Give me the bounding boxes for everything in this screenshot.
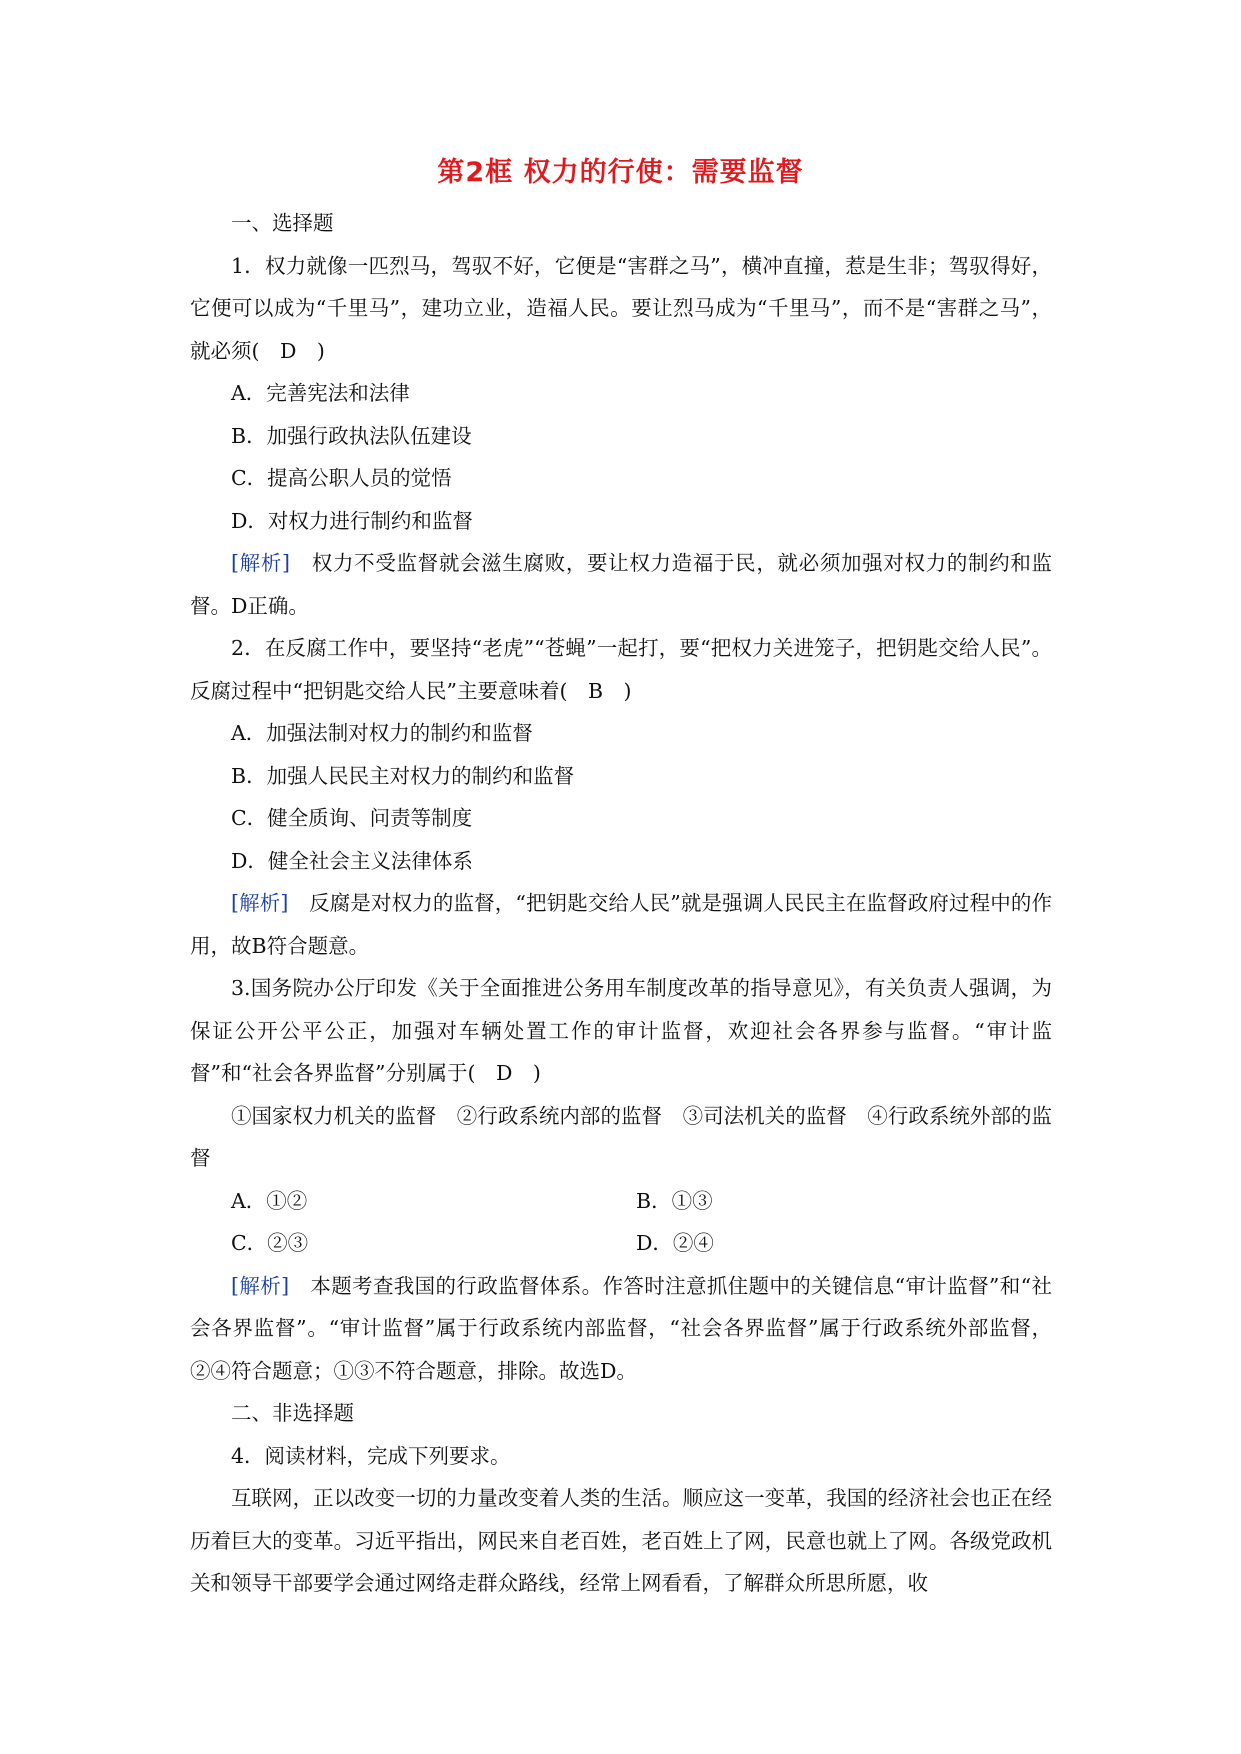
analysis-text: 权力不受监督就会滋生腐败，要让权力造福于民，就必须加强对权力的制约和监督。D正确。 [190,551,1052,618]
question-3-option-a: A．①② [231,1188,308,1213]
analysis-text: 反腐是对权力的监督，“把钥匙交给人民”就是强调人民民主在监督政府过程中的作用，故B符合题意。 [190,891,1052,958]
question-3-stem: 3.国务院办公厅印发《关于全面推进公务用车制度改革的指导意见》，有关负责人强调，为保证公开公平公正，加强对车辆处置工作的审计监督，欢迎社会各界参与监督。“审计监督”和“社会各界监督”分别属于( D ) [190,976,1052,1085]
question-2-option-d: D．健全社会主义法律体系 [231,848,473,873]
question-1-option-b: B．加强行政执法队伍建设 [231,423,472,448]
question-3-option-d: D．②④ [636,1231,714,1255]
analysis-tag: [解析] [231,551,290,575]
section-heading-non-choice: 二、非选择题 [231,1401,354,1425]
page-title: 第2框 权力的行使：需要监督 [437,157,804,188]
question-1-option-d: D．对权力进行制约和监督 [231,508,473,533]
question-3-options-row-1 [190,1180,1052,1223]
question-4-stem: 4．阅读材料，完成下列要求。 [231,1443,511,1468]
question-3-option-c: C．②③ [231,1231,309,1255]
question-2-option-b: B．加强人民民主对权力的制约和监督 [231,763,575,788]
question-2-option-c: C．健全质询、问责等制度 [231,806,473,830]
question-2-stem: 2．在反腐工作中，要坚持“老虎”“苍蝇”一起打，要“把权力关进笼子，把钥匙交给人民”。反腐过程中“把钥匙交给人民”主要意味着( B ) [190,636,1053,703]
question-1-analysis [190,542,1052,627]
question-3-option-b: B．①③ [636,1188,713,1213]
question-1-option-a: A．完善宪法和法律 [231,381,410,405]
question-3-items: ①国家权力机关的监督 ②行政系统内部的监督 ③司法机关的监督 ④行政系统外部的监督 [190,1103,1052,1170]
question-3-analysis [190,1265,1052,1393]
question-4-material: 互联网，正以改变一切的力量改变着人类的生活。顺应这一变革，我国的经济社会也正在经历着巨大的变革。习近平指出，网民来自老百姓，老百姓上了网，民意也就上了网。各级党政机关和领导干部要学会通过网络走群众路线，经常上网看看，了解群众所思所愿，收 [190,1486,1052,1595]
question-2-option-a: A．加强法制对权力的制约和监督 [231,721,533,745]
question-1-stem: 1．权力就像一匹烈马，驾驭不好，它便是“害群之马”，横冲直撞，惹是生非；驾驭得好，它便可以成为“千里马”，建功立业，造福人民。要让烈马成为“千里马”，而不是“害群之马”，就必须( D ) [190,253,1052,363]
section-heading-choice: 一、选择题 [231,211,334,235]
document-body [190,202,1052,1605]
analysis-tag: [解析] [231,1273,290,1298]
analysis-text: 本题考查我国的行政监督体系。作答时注意抓住题中的关键信息“审计监督”和“社会各界监督”。“审计监督”属于行政系统内部监督，“社会各界监督”属于行政系统外部监督，②④符合题意；①③不符合题意，排除。故选D。 [190,1273,1052,1383]
question-2-analysis [190,882,1052,967]
analysis-tag: [解析] [231,891,289,915]
question-3-options-row-2 [190,1222,1052,1265]
question-1-option-c: C．提高公职人员的觉悟 [231,466,452,490]
